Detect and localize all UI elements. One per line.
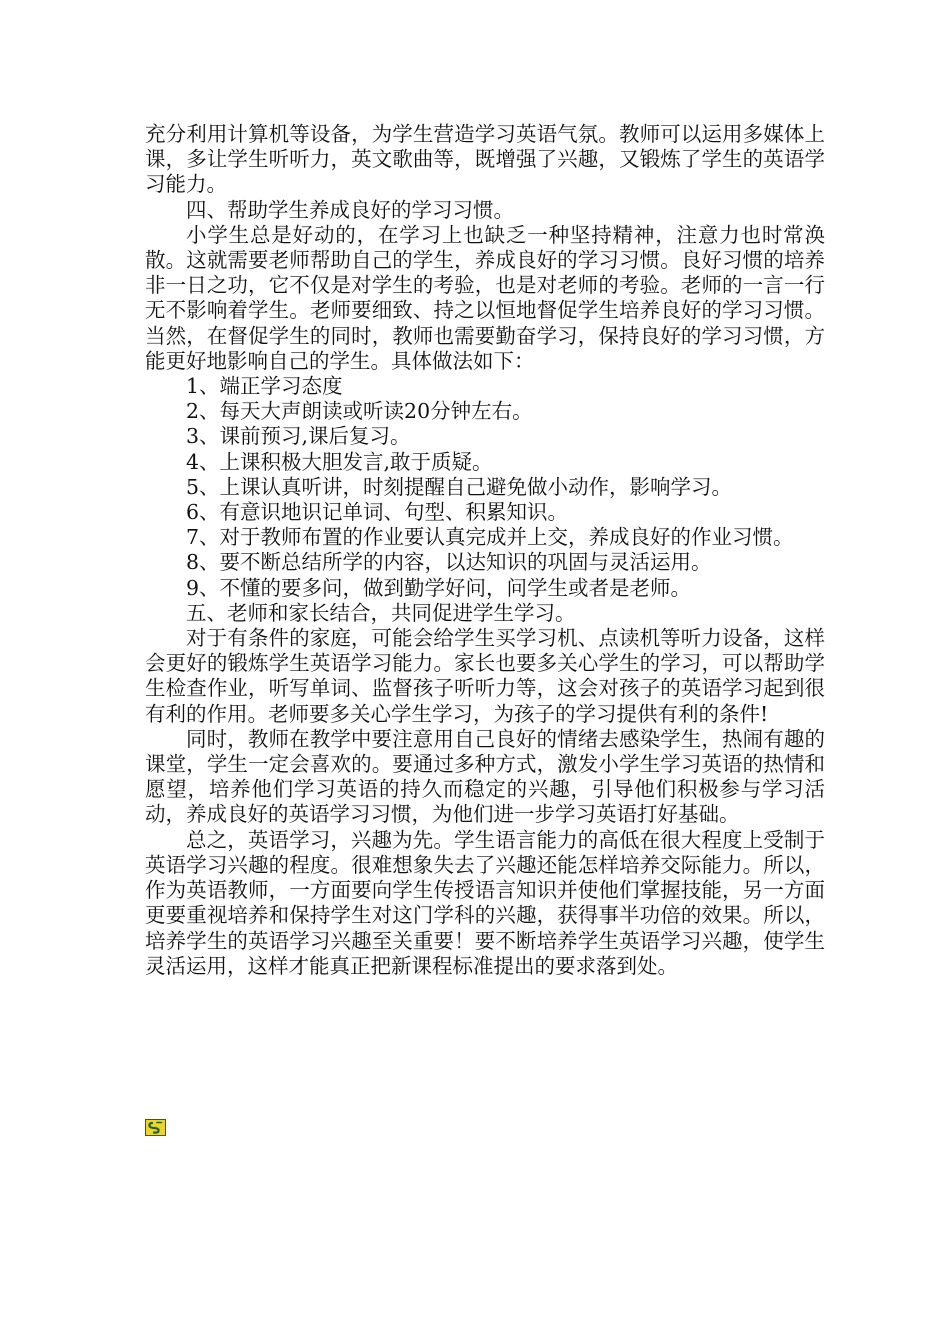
list-item-7: 7、对于教师布置的作业要认真完成并上交，养成良好的作业习惯。 bbox=[186, 525, 794, 550]
paragraph-14: 对于有条件的家庭，可能会给学生买学习机、点读机等听力设备，这样会更好的锻炼学生英语学习能力。家长也要多关心学生的学习，可以帮助学生检查作业，听写单词、监督孩子听听力等，这会对孩子的英语学习起到很有利的作用。老师要多关心学生学习，为孩子的学习提供有利的条件! bbox=[145, 626, 825, 726]
list-item-5: 5、上课认真听讲，时刻提醒自己避免做小动作，影响学习。 bbox=[186, 474, 733, 499]
list-item-2: 2、每天大声朗读或听读20分钟左右。 bbox=[186, 399, 533, 424]
document-body bbox=[145, 122, 825, 979]
document-logo-icon[interactable] bbox=[145, 1119, 166, 1136]
list-item-6: 6、有意识地识记单词、句型、积累知识。 bbox=[186, 500, 569, 525]
list-item-4: 4、上课积极大胆发言,敢于质疑。 bbox=[186, 449, 493, 474]
paragraph-15: 同时，教师在教学中要注意用自己良好的情绪去感染学生，热闹有趣的课堂，学生一定会喜欢的。要通过多种方式，激发小学生学习英语的热情和愿望，培养他们学习英语的持久而稳定的兴趣，引导他们积极参与学习活动，养成良好的英语学习习惯，为他们进一步学习英语打好基础。 bbox=[145, 726, 825, 827]
paragraph-3: 小学生总是好动的，在学习上也缺乏一种坚持精神，注意力也时常涣散。这就需要老师帮助自己的学生，养成良好的学习习惯。良好习惯的培养非一日之功，它不仅是对学生的考验，也是对老师的考验。老师的一言一行无不影响着学生。老师要细致、持之以恒地督促学生培养良好的学习习惯。当然，在督促学生的同时，教师也需要勤奋学习，保持良好的学习习惯，方能更好地影响自己的学生。具体做法如下： bbox=[145, 222, 825, 373]
logo-mark-icon bbox=[146, 1120, 165, 1135]
paragraph-16: 总之，英语学习，兴趣为先。学生语言能力的高低在很大程度上受制于英语学习兴趣的程度。很难想象失去了兴趣还能怎样培养交际能力。所以，作为英语教师，一方面要向学生传授语言知识并使他们掌握技能，另一方面更要重视培养和保持学生对这门学科的兴趣，获得事半功倍的效果。所以，培养学生的英语学习兴趣至关重要！要不断培养学生英语学习兴趣，使学生灵活运用，这样才能真正把新课程标准提出的要求落到处。 bbox=[145, 827, 825, 978]
paragraph-1: 充分利用计算机等设备，为学生营造学习英语气氛。教师可以运用多媒体上课，多让学生听听力，英文歌曲等，既增强了兴趣，又锻炼了学生的英语学习能力。 bbox=[145, 122, 825, 197]
section-heading-4: 四、帮助学生养成良好的学习习惯。 bbox=[186, 197, 514, 222]
section-heading-5: 五、老师和家长结合，共同促进学生学习。 bbox=[186, 600, 576, 625]
list-item-9: 9、不懂的要多问，做到勤学好问，问学生或者是老师。 bbox=[186, 575, 692, 600]
list-item-3: 3、课前预习,课后复习。 bbox=[186, 424, 411, 449]
list-item-1: 1、端正学习态度 bbox=[186, 374, 343, 399]
list-item-8: 8、要不断总结所学的内容，以达知识的巩固与灵活运用。 bbox=[186, 550, 712, 575]
